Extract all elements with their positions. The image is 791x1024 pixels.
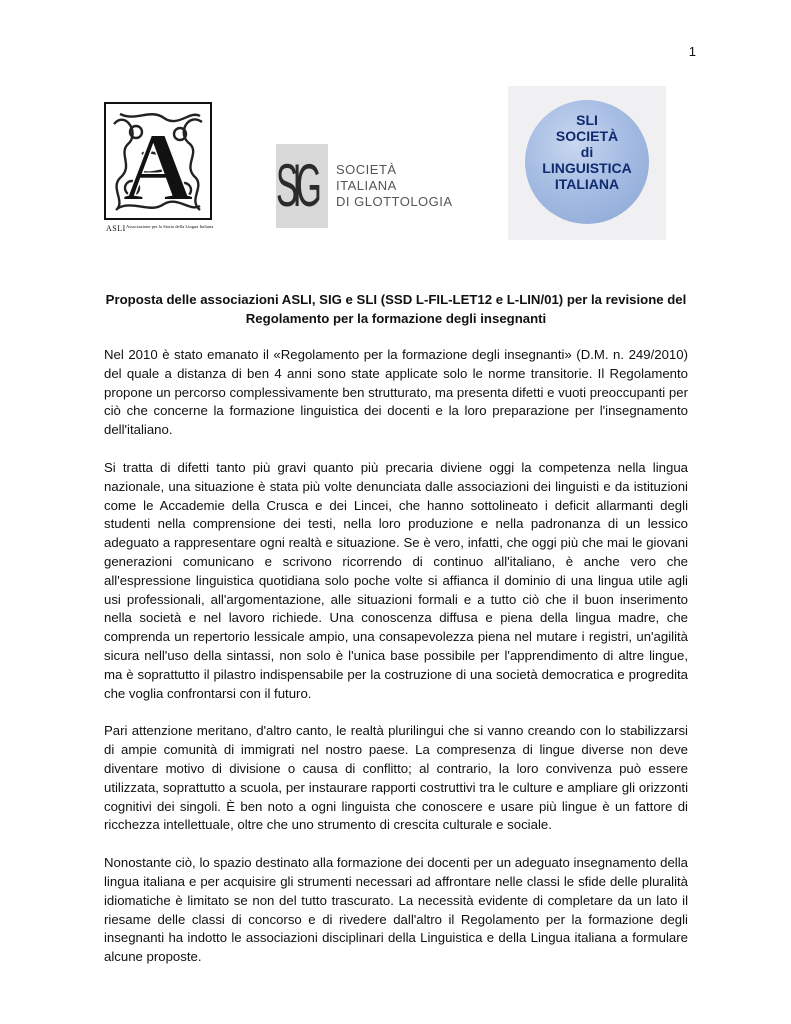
logo-row	[0, 86, 791, 246]
sli-line: LINGUISTICA	[542, 160, 632, 176]
sig-mark: SIG	[276, 152, 317, 219]
paragraph: Nel 2010 è stato emanato il «Regolamento per la formazione degli insegnanti» (D.M. n. 249/2010) del quale a distanza di ben 4 anni sono state applicate solo le norme transitorie. Il Regolamento propone un percorso complessivamente ben strutturato, ma presenta difetti e vuoti preoccupanti per ciò che concerne la formazione linguistica dei docenti e la loro preparazione per l'insegnamento dell'italiano.	[104, 347, 688, 438]
sig-name	[336, 162, 453, 210]
sli-line: di	[580, 144, 594, 160]
asli-caption-sub: Associazione per la Storia della Lingua Italiana	[126, 224, 214, 229]
sli-logo-text	[508, 112, 666, 192]
sli-line: SOCIETÀ	[555, 128, 619, 144]
sig-name-line: SOCIETÀ	[336, 162, 397, 177]
asli-caption: ASLI	[106, 224, 126, 233]
sli-line: ITALIANA	[554, 176, 620, 192]
sig-name-line: ITALIANA	[336, 178, 397, 193]
sig-name-line: DI GLOTTOLOGIA	[336, 194, 453, 209]
sli-line: SLI	[576, 112, 598, 128]
sli-logo	[508, 86, 666, 240]
document-body	[104, 346, 688, 986]
asli-ornamental-letter-icon	[106, 104, 210, 218]
page-number: 1	[688, 44, 696, 59]
sig-logo	[276, 140, 456, 230]
paragraph: Nonostante ciò, lo spazio destinato alla formazione dei docenti per un adeguato insegnamento della lingua italiana e per acquisire gli strumenti necessari ad affrontare nelle classi le sfide delle pluralità idiomatiche è limitato se non del tutto trascurato. La necessità evidente di completare da un lato il riesame delle classi di concorso e di rivedere dall'altro il Regolamento per la formazione degli insegnanti ha indotto le associazioni disciplinari della Linguistica e della Lingua italiana a formulare alcune proposte.	[104, 855, 688, 965]
asli-emblem-frame	[104, 102, 212, 220]
document-title: Proposta delle associazioni ASLI, SIG e SLI (SSD L-FIL-LET12 e L-LIN/01) per la revisione del Regolamento per la formazione degli insegnanti	[105, 292, 687, 326]
asli-letter: A	[122, 114, 194, 218]
paragraph: Pari attenzione meritano, d'altro canto, le realtà plurilingui che si vanno creando con lo stabilizzarsi di ampie comunità di immigrati nel nostro paese. La compresenza di lingue diverse non deve diventare motivo di divisione o causa di conflitto; al contrario, la loro convivenza può essere utilizzata, soprattutto a scuola, per instaurare rapporti costruttivi tra le culture e ampliare gli orizzonti cognitivi dei singoli. È ben noto a ogni linguista che conoscere e usare più lingue è un fattore di ricchezza intellettuale, oltre che uno strumento di crescita culturale e sociale.	[104, 723, 688, 833]
asli-logo	[104, 102, 234, 236]
paragraph: Si tratta di difetti tanto più gravi quanto più precaria diviene oggi la competenza nella lingua nazionale, una situazione è stata più volte denunciata dalle associazioni dei linguisti e da istituzioni come le Accademie della Crusca e dei Lincei, che hanno sottolineato i deficit allarmanti degli studenti nella comprensione dei testi, nella loro produzione e nella padronanza di un lessico adeguato a rappresentare ogni realtà e situazione. Se è vero, infatti, che oggi più che mai le giovani generazioni comunicano e scrivono ricorrendo di continuo all'italiano, è anche vero che all'espressione linguistica quotidiana solo poche volte si affianca il dominio di una lingua utile agli usi professionali, all'argomentazione, alle situazioni formali e a tutto ciò che il buon inserimento nella società e nel lavoro richiede. Una conoscenza diffusa e piena della lingua madre, che comprenda un repertorio lessicale ampio, una consapevolezza piena nel mutare i registri, un'agilità sicura nell'uso della sintassi, non solo è l'unica base possibile per l'apprendimento di altre lingue, ma è soprattutto il pilastro indispensabile per la costruzione di una società democratica e progredita che voglia confrontarsi con il futuro.	[104, 459, 688, 701]
